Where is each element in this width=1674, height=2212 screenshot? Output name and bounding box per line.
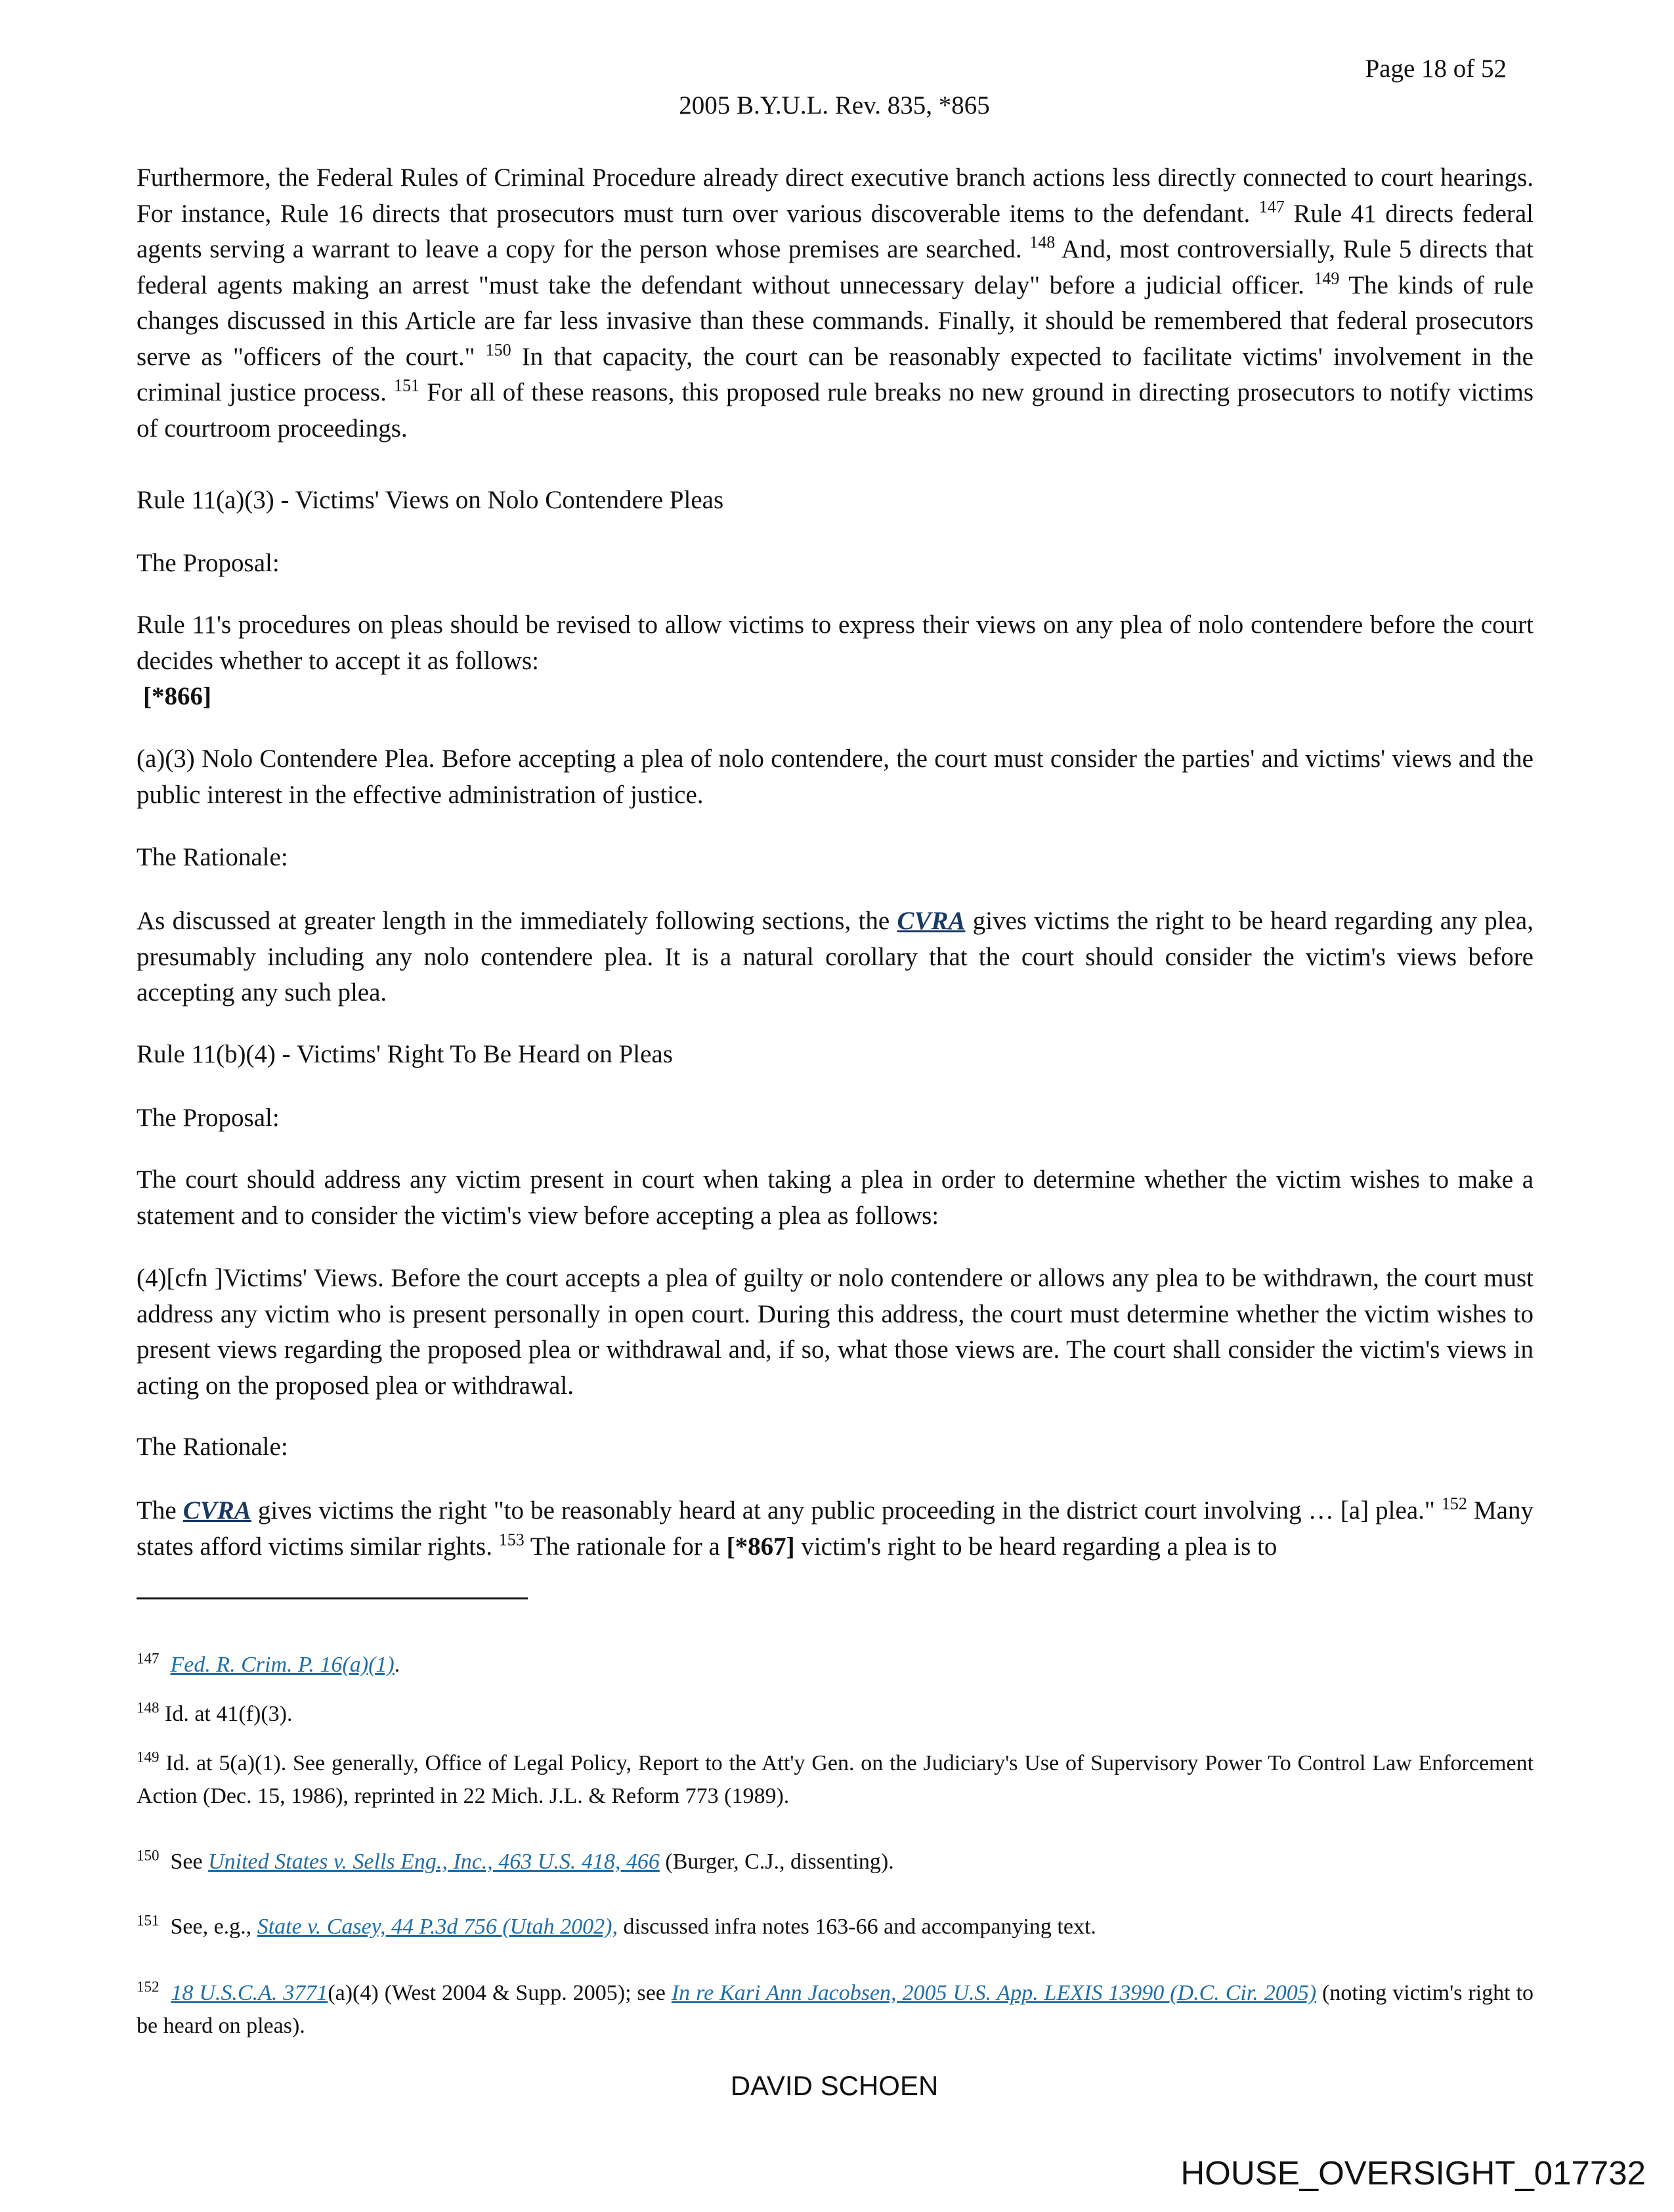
footnote-number: 149 [137,1748,160,1766]
paragraph-federal-rules [137,160,1534,446]
rationale-label: The Rationale: [137,843,288,871]
footnote-ref[interactable]: 147 [1258,197,1285,217]
footnote-number: 151 [137,1912,160,1929]
footnote-number: 148 [137,1699,160,1716]
footnote-divider [137,1597,528,1599]
paragraph-rationale-11a3 [137,903,1534,1011]
footnote-147 [137,1649,1534,1681]
text: Rule 11's procedures on pleas should be revised to allow victims to express their views on any plea of nolo contendere before the court decides whether to accept it as follows: [137,611,1534,675]
bates-number: HOUSE_OVERSIGHT_017732 [1180,2154,1646,2192]
text: And, most controversially, Rule 5 directs that federal agents making an arrest "must take the defendant without unnecessary delay" before a judicial officer. [137,235,1534,299]
text: (a)(4) (West 2004 & Supp. 2005); see [328,1981,672,2005]
text: gives victims the right to be heard regarding any plea, presumably including any nolo contendere plea. It is a natural corollary that the court should consider the victim's views before accepting any such plea. [137,907,1534,1007]
text: The [137,1496,183,1525]
footnote-152 [137,1977,1534,2043]
text: See [170,1850,209,1874]
footnote-ref[interactable]: 149 [1314,269,1340,288]
footnote-ref[interactable]: 153 [498,1530,525,1550]
citation-link[interactable]: United States v. Sells Eng., Inc., 463 U.S. 418, 466 [208,1850,660,1874]
text: gives victims the right "to be reasonably heard at any public proceeding in the district court involving … [a] plea." [251,1496,1442,1525]
cvra-link[interactable]: CVRA [897,907,966,935]
running-head: 2005 B.Y.U.L. Rev. 835, *865 [679,91,990,119]
text: The kinds of rule changes discussed in this Article are far less invasive than these commands. Finally, it should be remembered that federal prosecutors serve as "officers of the court." [137,271,1534,371]
text: . [394,1653,400,1677]
rationale-label: The Rationale: [137,1433,288,1461]
text: (Burger, C.J., dissenting). [659,1850,894,1874]
citation-link[interactable]: State v. Casey, 44 P.3d 756 (Utah 2002), [257,1915,618,1939]
text: The rationale for a [524,1532,727,1561]
proposal-label: The Proposal: [137,1104,280,1132]
citation-link[interactable]: In re Kari Ann Jacobsen, 2005 U.S. App. LEXIS 13990 (D.C. Cir. 2005) [671,1981,1317,2005]
text: For all of these reasons, this proposed rule breaks no new ground in directing prosecutors to notify victims of courtroom proceedings. [137,378,1534,443]
text: As discussed at greater length in the immediately following sections, the [137,907,897,935]
section-heading-rule-11a3: Rule 11(a)(3) - Victims' Views on Nolo Contendere Pleas [137,486,724,514]
citation-link[interactable]: 18 U.S.C.A. 3771 [171,1981,328,2005]
footnote-number: 147 [137,1650,160,1667]
text: Id. at 41(f)(3). [165,1702,293,1726]
text: See, e.g., [170,1915,257,1939]
star-page-marker: [*867] [726,1532,795,1561]
text: In that capacity, the court can be reasonably expected to facilitate victims' involvement in the criminal justice process. [137,342,1534,406]
text: Many states afford victims similar rights. [137,1496,1534,1561]
text: Furthermore, the Federal Rules of Criminal Procedure already direct executive branch actions less directly connected to court hearings. For instance, Rule 16 directs that prosecutors must turn over various discoverable items to the defendant. [137,163,1534,228]
footnote-148 [137,1698,1534,1731]
footnote-ref[interactable]: 152 [1441,1494,1467,1513]
text: (noting victim's right to be heard on pleas). [137,1981,1534,2038]
author-footer: DAVID SCHOEN [730,2070,939,2101]
text: victim's right to be heard regarding a plea is to [794,1532,1277,1561]
paragraph-proposal-11b4: The court should address any victim present in court when taking a plea in order to determine whether the victim wishes to make a statement and to consider the victim's view before accepting a plea as follows: [137,1165,1534,1230]
footnote-number: 152 [137,1978,160,1995]
paragraph-rule-text-11b4: (4)[cfn ]Victims' Views. Before the court accepts a plea of guilty or nolo contendere or allows any plea to be withdrawn, the court must address any victim who is present personally in open court. During this address, the court must determine whether the victim wishes to present views regarding the proposed plea or withdrawal and, if so, what those views are. The court shall consider the victim's views in acting on the proposed plea or withdrawal. [137,1264,1534,1400]
cvra-link[interactable]: CVRA [182,1496,251,1525]
star-page-marker: [*866] [143,682,211,710]
page-number: Page 18 of 52 [1365,54,1507,83]
paragraph-proposal-11a3 [137,607,1534,715]
footnote-ref[interactable]: 150 [485,340,511,360]
footnote-149 [137,1747,1534,1813]
footnote-ref[interactable]: 148 [1029,232,1056,252]
citation-link[interactable]: Fed. R. Crim. P. 16(a)(1) [170,1653,395,1677]
footnote-number: 150 [137,1847,160,1864]
paragraph-rule-text-11a3: (a)(3) Nolo Contendere Plea. Before accepting a plea of nolo contendere, the court must consider the parties' and victims' views and the public interest in the effective administration of justice. [137,745,1534,809]
proposal-label: The Proposal: [137,549,280,577]
text: Rule 41 directs federal agents serving a warrant to leave a copy for the person whose premises are searched. [137,199,1534,263]
paragraph-rationale-11b4 [137,1493,1534,1565]
section-heading-rule-11b4: Rule 11(b)(4) - Victims' Right To Be Heard on Pleas [137,1040,673,1068]
text: Id. at 5(a)(1). See generally, Office of Legal Policy, Report to the Att'y Gen. on the Judiciary's Use of Supervisory Power To Control Law Enforcement Action (Dec. 15, 1986), reprinted in 22 Mich. J.L. & Reform 773 (1989). [137,1751,1534,1808]
text: discussed infra notes 163-66 and accompanying text. [617,1915,1096,1939]
footnote-150 [137,1846,1534,1878]
footnote-151 [137,1911,1534,1943]
footnote-ref[interactable]: 151 [394,376,420,395]
